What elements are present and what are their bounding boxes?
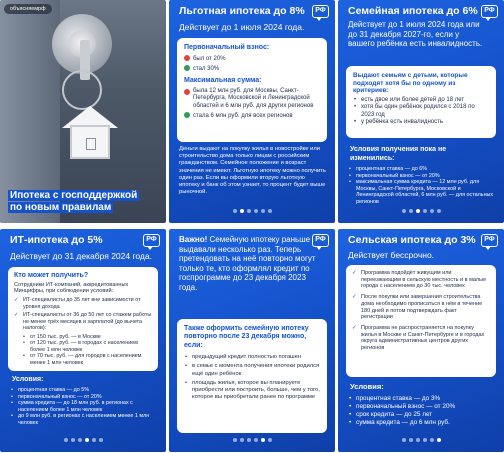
rule-item: ✓ ИТ-специалисты до 35 лет вне зависимости от уровня дохода: [14, 297, 152, 310]
rf-logo-icon: РФ: [312, 234, 329, 247]
caption-line-2: по новым правилам: [10, 201, 112, 213]
family-mortgage-card[interactable]: [338, 0, 504, 223]
rural-mortgage-card[interactable]: [338, 229, 504, 452]
card-footer-text: Деньги выдают на покупку жилья в новостройке или строительство дома только лицам с российским гражданством. Семейное положение и возраст значения не имеют. Льготную ипотеку можно получить один раз. Если вы оформили вторую льготную ипотеку и банк об этом узнает, то процент будет выше рыночной.: [179, 146, 326, 196]
condition-item: • первоначальный взнос — от 20%: [348, 403, 498, 411]
rule-item: ✓ ИТ-специалисты от 36 до 50 лет со стажем работы не менее трёх месяцев и зарплатой (до вычета налогов):: [14, 312, 152, 332]
check-icon: [184, 65, 190, 71]
rf-logo-icon: РФ: [143, 234, 160, 247]
carousel-dots[interactable]: [338, 200, 504, 218]
conditions-heading: Условия:: [12, 376, 44, 383]
eligibility-intro: Сотрудники ИТ-компаний, аккредитованных Минцифры, при соблюдении условий:: [14, 281, 129, 295]
conditions-list: [348, 395, 498, 427]
rf-logo-icon: РФ: [312, 5, 329, 18]
caption-line-1: Ипотека с господдержкой: [10, 190, 138, 201]
carousel-dots[interactable]: [0, 429, 166, 447]
terms-box: [177, 38, 327, 142]
conditions-heading: Условия получения пока не изменились:: [350, 146, 447, 162]
card-subtitle: Действует до 1 июля 2024 года или до 31 декабря 2027-го, если у вашего ребёнка есть инвалидность.: [348, 20, 483, 48]
rf-logo-icon: РФ: [481, 234, 498, 247]
key-ring: [62, 70, 102, 110]
condition-item: • процентная ставка — до 3%: [348, 395, 498, 403]
max-was: была 12 млн руб. для Москвы, Санкт-Петербурга, Московской и Ленинградской областей и 6 млн руб. для других регионов: [184, 88, 320, 110]
fee-was: был от 20%: [184, 55, 320, 63]
salary-item: • от 70 тыс. руб. — для городов с населением менее 1 млн человек: [22, 353, 152, 366]
repeat-heading: Также оформить семейную ипотеку повторно после 23 декабря можно, если:: [184, 325, 309, 349]
fee-now: стал 30%: [184, 65, 320, 73]
salary-item: • от 150 тыс. руб. — в Москве: [22, 334, 152, 341]
it-mortgage-card[interactable]: [0, 229, 166, 452]
card-title: Семейная ипотека до 6%: [348, 5, 478, 17]
criteria-heading: Выдают семьям с детьми, которые подходят хотя бы по одному из критериев:: [353, 72, 468, 95]
house-door: [86, 138, 96, 150]
card-title: ИТ-ипотека до 5%: [10, 234, 103, 246]
conditions-heading: Условия:: [350, 382, 384, 391]
card-title: Льготная ипотека до 8%: [179, 5, 305, 17]
condition-item: • первоначальный взнос — от 20%: [348, 173, 498, 180]
condition-item: • срок кредита — до 25 лет: [348, 411, 498, 419]
rules-list: [352, 270, 490, 352]
carousel-dots[interactable]: [169, 200, 335, 218]
condition-item: • сумма кредита — до 18 млн руб. в регионах с населением более 1 млн человек: [10, 400, 160, 413]
condition-item: • до 9 млн руб. в регионах с населением менее 1 млн человек: [10, 413, 160, 426]
salary-list: [22, 334, 152, 367]
card-subtitle: Действует бессрочно.: [348, 250, 435, 260]
source-tag[interactable]: объясняемрф: [4, 4, 52, 14]
preferential-mortgage-card[interactable]: [169, 0, 335, 223]
carousel-dots[interactable]: [169, 429, 335, 447]
card-subtitle: Действует до 1 июля 2024 года.: [179, 22, 305, 32]
repeat-list: [184, 354, 320, 401]
conditions-list: [10, 387, 160, 427]
rules-list: [14, 297, 152, 332]
card-title: Сельская ипотека до 3%: [348, 234, 476, 246]
criteria-list: [353, 97, 489, 127]
condition-item: • сумма кредита — до 6 млн руб.: [348, 419, 498, 427]
important-note-card[interactable]: [169, 229, 335, 452]
salary-item: • от 120 тыс. руб. — в городах с населением более 1 млн человек: [22, 340, 152, 353]
criteria-item: • у ребёнка есть инвалидность: [353, 119, 489, 126]
cover-card[interactable]: [0, 0, 166, 223]
rule-item: ✓ Программа не распространяется на покупку жилья в Москве и Санкт-Петербурге и в городах округа административных центров других регионов: [352, 325, 490, 352]
eligibility-heading: Кто может получить?: [14, 272, 89, 279]
repeat-item: • в семье с момента получения ипотеки родился ещё один ребёнок: [184, 363, 320, 377]
rule-item: ✓ После покупки или завершения строительства дома необходимо прописаться в нём в течение 180 дней и потом подтверждать факт регистрации: [352, 294, 490, 321]
condition-item: • процентная ставка — до 5%: [10, 387, 160, 394]
max-heading: Максимальная сумма:: [184, 77, 262, 85]
criteria-box: [346, 66, 496, 138]
carousel-dots[interactable]: [338, 429, 504, 447]
criteria-item: • есть двое или более детей до 18 лет: [353, 97, 489, 104]
repeat-item: • площадь жилья, которое вы планируете приобрести или построить, больше, чем у того, которое вы приобретали ранее по программе: [184, 380, 320, 402]
rules-box: [346, 265, 496, 377]
criteria-item: • хотя бы один ребёнок родился с 2018 по 2023 год: [353, 104, 489, 119]
important-label: Важно!: [179, 235, 208, 244]
card-subtitle: Действует до 31 декабря 2024 года.: [10, 251, 152, 261]
condition-item: • первоначальный взнос — от 20%: [10, 394, 160, 401]
check-icon: [184, 112, 190, 118]
eligibility-box: [8, 267, 158, 371]
rf-logo-icon: РФ: [481, 5, 498, 18]
fee-heading: Первоначальный взнос:: [184, 44, 270, 51]
rule-item: ✓ Программа подойдёт живущим или переезжающим в сельскую местность и в малые города с населением до 30 тыс. человек: [352, 270, 490, 290]
condition-item: • максимальная сумма кредита — 12 млн руб. для Москвы, Санкт-Петербурга, Московской и Ленинградской областей, 6 млн руб. — для остальных регионов: [348, 179, 498, 205]
repeat-item: • предыдущий кредит полностью погашен: [184, 354, 320, 361]
cross-icon: [184, 89, 190, 95]
max-now: стала 6 млн руб. для всех регионов: [184, 112, 320, 120]
cover-caption: [8, 190, 139, 213]
cross-icon: [184, 55, 190, 61]
intro-text: Важно! Семейную ипотеку раньше выдавали несколько раз. Теперь претендовать на неё повторно могут только те, кто оформлял кредит по госпрограмме до 23 декабря 2023 года.: [179, 235, 316, 292]
repeat-conditions-box: [177, 319, 327, 433]
condition-item: • процентная ставка — до 6%: [348, 166, 498, 173]
